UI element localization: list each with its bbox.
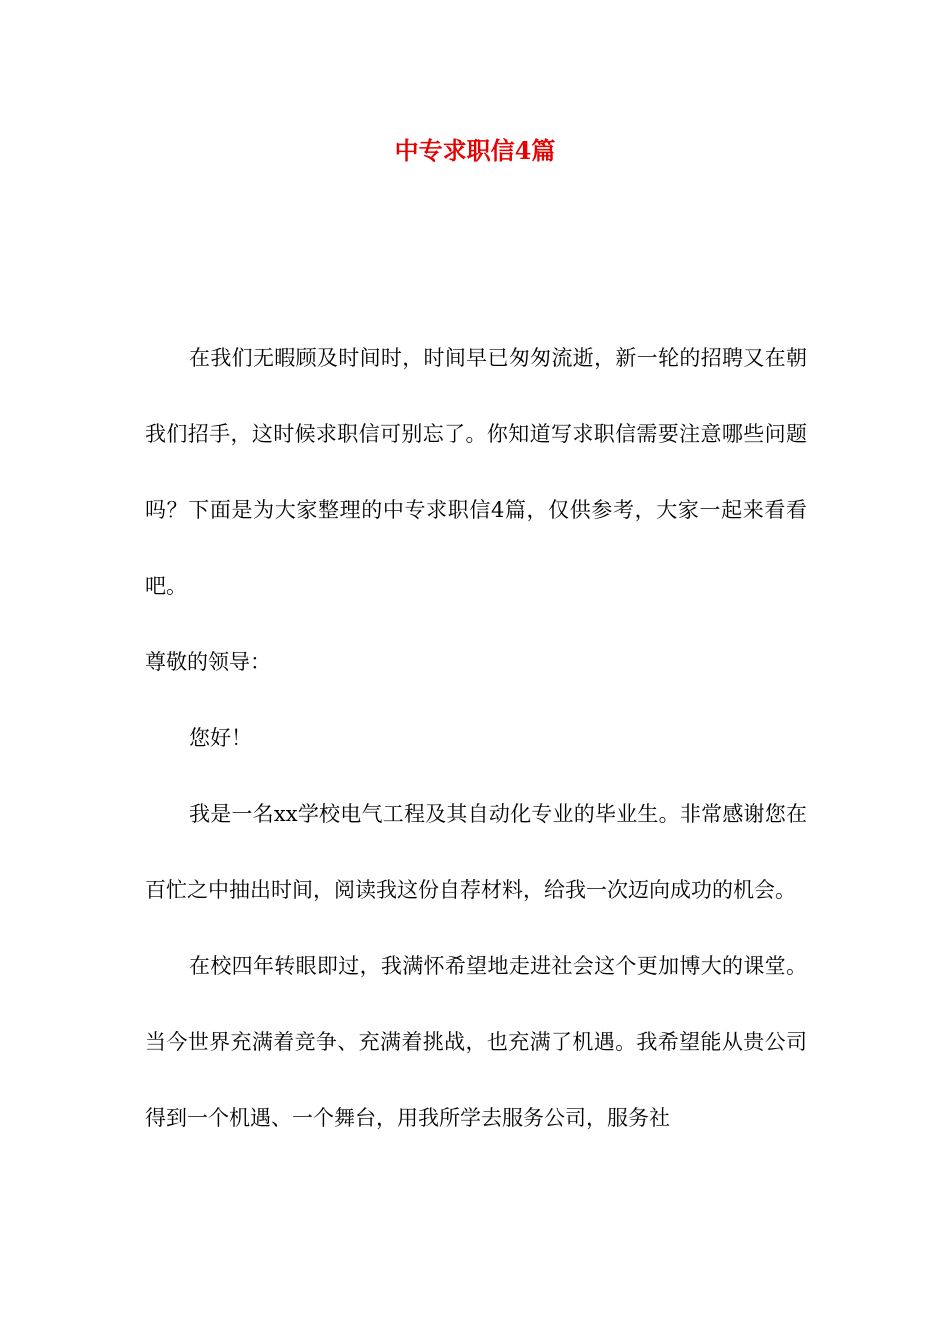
greeting: 您好！ [189, 726, 252, 750]
document-body [145, 320, 807, 1156]
self-introduction-paragraph: 我是一名xx学校电气工程及其自动化专业的毕业生。非常感谢您在百忙之中抽出时间，阅读我这份自荐材料，给我一次迈向成功的机会。 [145, 802, 807, 902]
document-title: 中专求职信4篇 [394, 136, 556, 165]
salutation: 尊敬的领导： [145, 650, 271, 674]
intro-paragraph: 在我们无暇顾及时间时，时间早已匆匆流逝，新一轮的招聘又在朝我们招手，这时候求职信可别忘了。你知道写求职信需要注意哪些问题吗？下面是为大家整理的中专求职信4篇，仅供参考，大家一起来看看吧。 [145, 346, 807, 598]
aspiration-paragraph: 在校四年转眼即过，我满怀希望地走进社会这个更加博大的课堂。当今世界充满着竞争、充满着挑战，也充满了机遇。我希望能从贵公司得到一个机遇、一个舞台，用我所学去服务公司，服务社 [145, 954, 807, 1130]
